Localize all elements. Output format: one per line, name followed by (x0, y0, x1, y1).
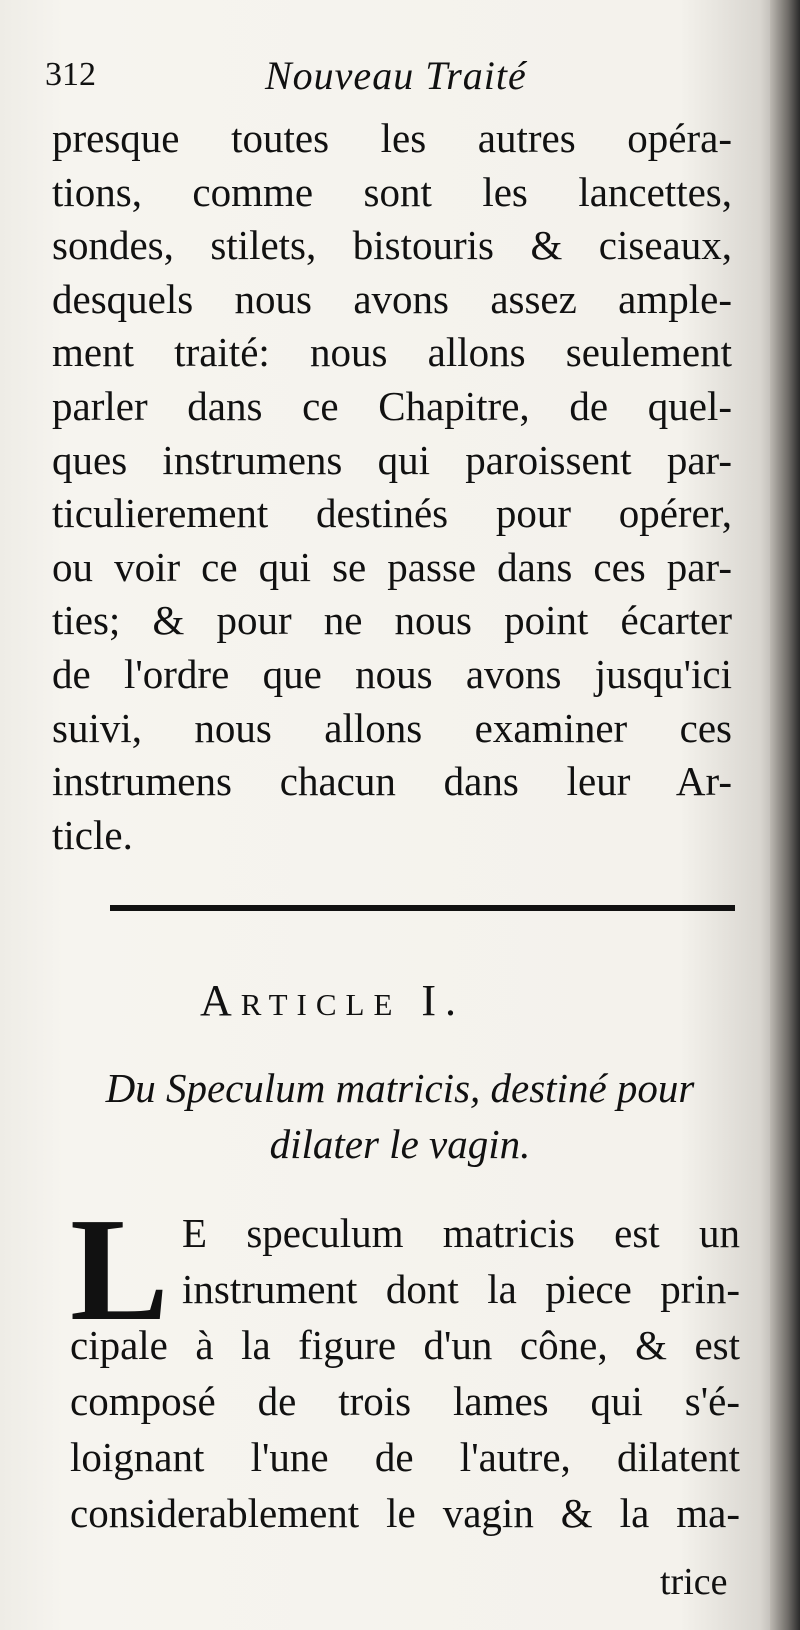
text-line: cipale à la figure d'un cône, & est (70, 1322, 740, 1368)
text-line: suivi, nous allons examiner ces (52, 704, 732, 751)
text-line: ou voir ce qui se passe dans ces par- (52, 543, 732, 590)
page-gutter (770, 0, 800, 1630)
text-line: tions, comme sont les lancettes, (52, 168, 732, 215)
text-line: de l'ordre que nous avons jusqu'ici (52, 650, 732, 697)
article-heading: Article I. (200, 976, 466, 1025)
text-line: considerablement le vagin & la ma- (70, 1490, 740, 1536)
subtitle-line: Du Speculum matricis, destiné pour (105, 1065, 695, 1111)
article-subtitle (65, 1060, 735, 1172)
text-line: ticle. (52, 811, 133, 858)
text-line: sondes, stilets, bistouris & ciseaux, (52, 222, 732, 269)
drop-cap: L (70, 1188, 169, 1352)
text-line: ticulierement destinés pour opérer, (52, 490, 732, 537)
text-line: ment traité: nous allons seulement (52, 329, 732, 376)
body-text (52, 112, 732, 862)
subtitle-line: dilater le vagin. (269, 1121, 531, 1167)
text-line: E speculum matricis est un (182, 1210, 740, 1256)
text-line: ties; & pour ne nous point écarter (52, 597, 732, 644)
text-line: loignant l'une de l'autre, dilatent (70, 1434, 740, 1480)
section-divider (110, 905, 735, 911)
catchword: trice (660, 1561, 728, 1603)
running-head: Nouveau Traité (265, 53, 527, 98)
paragraph (70, 1188, 740, 1541)
text-line: instrumens chacun dans leur Ar- (52, 758, 732, 805)
text-line: presque toutes les autres opéra- (52, 115, 732, 161)
text-line: parler dans ce Chapitre, de quel- (52, 382, 732, 429)
text-line: ques instrumens qui paroissent par- (52, 436, 732, 483)
page-number: 312 (45, 56, 96, 93)
page-header (45, 50, 725, 110)
text-line: desquels nous avons assez ample- (52, 275, 732, 322)
text-line: composé de trois lames qui s'é- (70, 1378, 740, 1424)
text-line: instrument dont la piece prin- (182, 1266, 740, 1312)
